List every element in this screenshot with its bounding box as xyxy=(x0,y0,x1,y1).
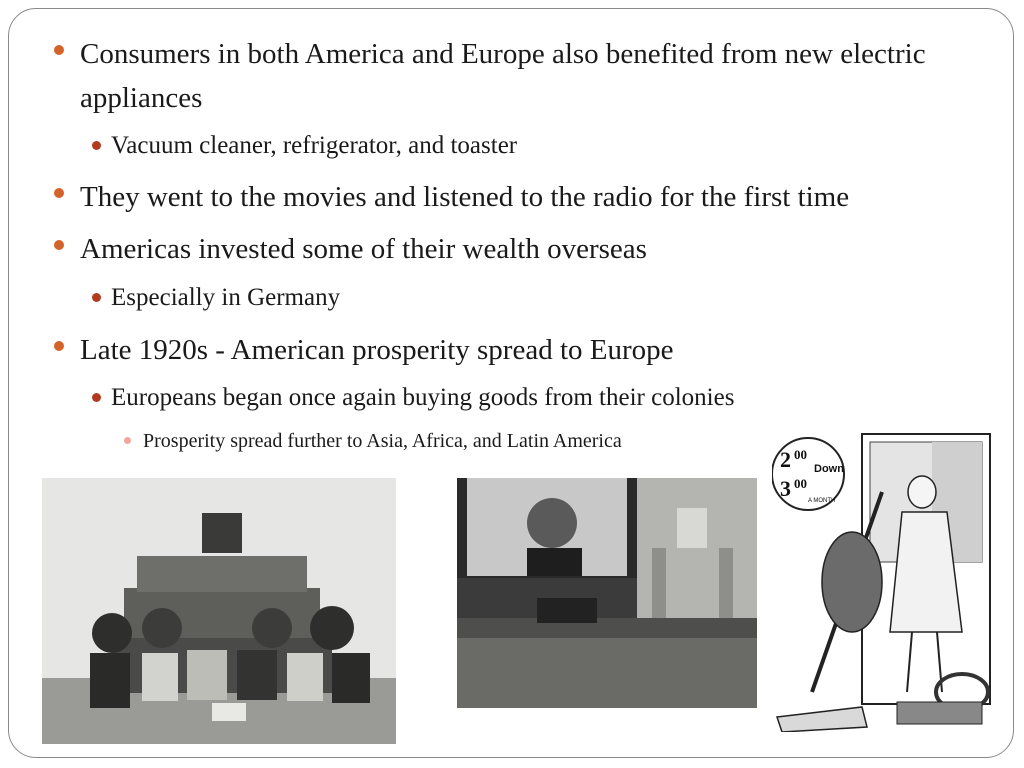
vacuum-ad-image xyxy=(772,432,992,732)
bullet-item xyxy=(54,227,984,271)
price-down-cents: 00 xyxy=(794,447,807,462)
bullet-dot xyxy=(92,293,101,302)
bullet-text: Consumers in both America and Europe also benefited from new electric appliances xyxy=(80,38,926,114)
bullet-dot xyxy=(54,341,64,351)
bullet-item xyxy=(92,282,972,314)
bullet-item xyxy=(92,130,972,162)
price-month-cents: 00 xyxy=(794,476,807,491)
price-month-text: 3 xyxy=(780,476,791,501)
bullet-item xyxy=(54,175,1014,219)
price-down-text: 2 xyxy=(780,447,791,472)
cinema-photo xyxy=(457,478,757,708)
down-label: Down xyxy=(814,463,844,475)
bullet-item xyxy=(124,427,824,455)
bullet-text: Europeans began once again buying goods from their colonies xyxy=(111,384,735,411)
bullet-dot xyxy=(54,45,64,55)
month-label: A MONTH xyxy=(808,498,836,504)
bullet-item xyxy=(92,382,972,414)
bullet-text: Vacuum cleaner, refrigerator, and toaster xyxy=(111,132,518,159)
bullet-item xyxy=(54,328,984,372)
appliances-photo xyxy=(42,478,396,744)
bullet-text: They went to the movies and listened to the radio for the first time xyxy=(80,181,850,213)
bullet-dot xyxy=(54,240,64,250)
bullet-dot xyxy=(92,141,101,150)
bullet-item xyxy=(54,32,984,120)
bullet-text: Late 1920s - American prosperity spread to Europe xyxy=(80,334,674,366)
bullet-text: Especially in Germany xyxy=(111,284,341,311)
bullet-dot xyxy=(92,393,101,402)
bullet-dot xyxy=(124,437,131,444)
bullet-text: Prosperity spread further to Asia, Africa, and Latin America xyxy=(143,430,622,452)
bullet-text: Americas invested some of their wealth overseas xyxy=(80,233,647,265)
bullet-dot xyxy=(54,188,64,198)
